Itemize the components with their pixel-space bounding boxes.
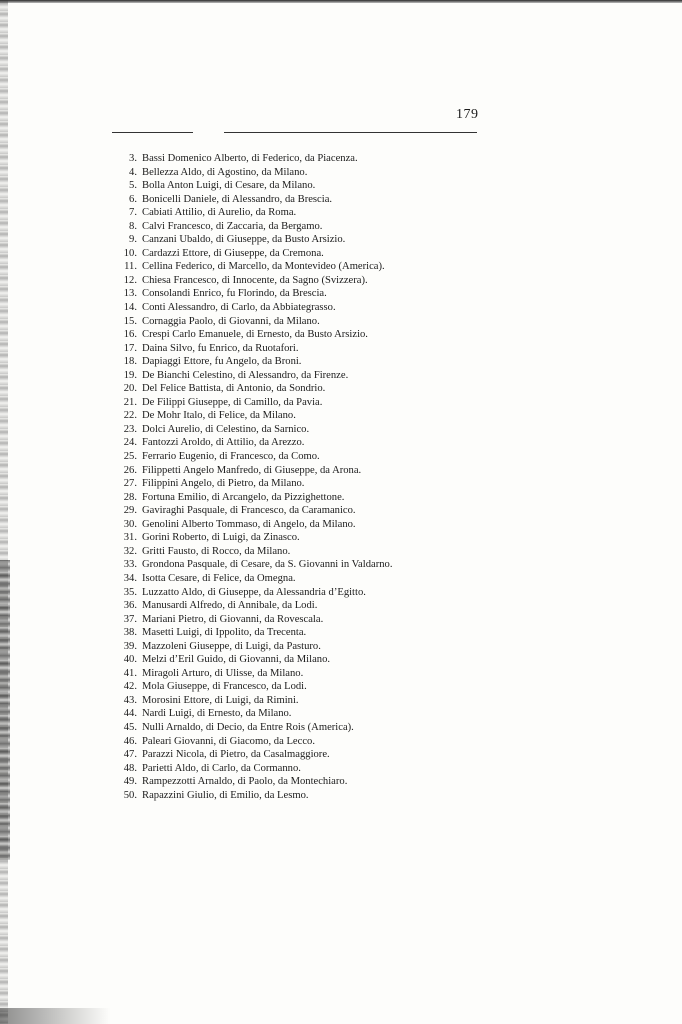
list-item — [112, 518, 472, 532]
list-item-text: Gaviraghi Pasquale, di Francesco, da Caramanico. — [142, 505, 356, 517]
list-item-text: Chiesa Francesco, di Innocente, da Sagno (Svizzera). — [142, 274, 368, 286]
list-item-number: 13. — [123, 288, 137, 300]
list-item-text: Mola Giuseppe, di Francesco, da Lodi. — [142, 681, 307, 693]
list-item — [112, 721, 472, 735]
list-item — [112, 775, 472, 789]
list-item-text: Nulli Arnaldo, di Decio, da Entre Rois (America). — [142, 721, 354, 733]
list-item-number: 24. — [123, 437, 137, 449]
list-item-number: 15. — [123, 315, 137, 327]
list-item-number: 25. — [123, 451, 137, 463]
list-item-number: 22. — [123, 410, 137, 422]
list-item-text: De Filippi Giuseppe, di Camillo, da Pavia. — [142, 396, 323, 408]
list-item-number: 48. — [123, 762, 137, 774]
list-item — [112, 260, 472, 274]
list-item-text: De Bianchi Celestino, di Alessandro, da Firenze. — [142, 369, 349, 381]
scan-top-edge — [0, 0, 682, 3]
list-item-number: 45. — [123, 721, 137, 733]
list-item — [112, 206, 472, 220]
list-item-number: 28. — [123, 491, 137, 503]
list-item — [112, 274, 472, 288]
list-item — [112, 667, 472, 681]
list-item-text: Crespi Carlo Emanuele, di Ernesto, da Busto Arsizio. — [142, 329, 368, 341]
list-item — [112, 328, 472, 342]
list-item-number: 12. — [123, 274, 137, 286]
list-item — [112, 409, 472, 423]
list-item — [112, 287, 472, 301]
list-item — [112, 315, 472, 329]
list-item — [112, 789, 472, 803]
list-item-number: 20. — [123, 383, 137, 395]
list-item-text: Cardazzi Ettore, di Giuseppe, da Cremona. — [142, 247, 324, 259]
list-item — [112, 436, 472, 450]
list-item — [112, 301, 472, 315]
list-item-text: Melzi d’Eril Guido, di Giovanni, da Milano. — [142, 654, 331, 666]
list-item-text: Parazzi Nicola, di Pietro, da Casalmaggiore. — [142, 749, 330, 761]
list-item-number: 7. — [129, 207, 137, 219]
list-item — [112, 626, 472, 640]
list-item — [112, 355, 472, 369]
list-item-text: Morosini Ettore, di Luigi, da Rimini. — [142, 694, 299, 706]
list-item-number: 49. — [123, 776, 137, 788]
list-item — [112, 179, 472, 193]
list-item-number: 40. — [123, 654, 137, 666]
list-item-text: Mazzoleni Giuseppe, di Luigi, da Pasturo. — [142, 640, 321, 652]
list-item-number: 16. — [123, 329, 137, 341]
list-item — [112, 762, 472, 776]
list-item — [112, 680, 472, 694]
list-item-number: 30. — [123, 518, 137, 530]
list-item-number: 9. — [129, 234, 137, 246]
list-item-number: 8. — [129, 220, 137, 232]
list-item-number: 39. — [123, 640, 137, 652]
list-item — [112, 342, 472, 356]
list-item-number: 29. — [123, 505, 137, 517]
list-item — [112, 572, 472, 586]
list-item-text: Isotta Cesare, di Felice, da Omegna. — [142, 572, 296, 584]
list-item — [112, 707, 472, 721]
list-item-text: Filippini Angelo, di Pietro, da Milano. — [142, 478, 305, 490]
list-item-number: 4. — [129, 166, 137, 178]
list-item-text: Grondona Pasquale, di Cesare, da S. Giovanni in Valdarno. — [142, 559, 393, 571]
list-item-text: De Mohr Italo, di Felice, da Milano. — [142, 410, 296, 422]
list-item — [112, 464, 472, 478]
scan-binding-edge — [0, 0, 8, 1024]
list-item-text: Paleari Giovanni, di Giacomo, da Lecco. — [142, 735, 315, 747]
list-item-number: 5. — [129, 180, 137, 192]
header-rule-left — [112, 132, 193, 133]
header-rule-right — [224, 132, 477, 133]
list-item-number: 26. — [123, 464, 137, 476]
list-item-number: 44. — [123, 708, 137, 720]
list-item-number: 33. — [123, 559, 137, 571]
list-item — [112, 653, 472, 667]
list-item-text: Parietti Aldo, di Carlo, da Cormanno. — [142, 762, 301, 774]
list-item — [112, 193, 472, 207]
list-item-text: Luzzatto Aldo, di Giuseppe, da Alessandria d’Egitto. — [142, 586, 366, 598]
list-item-text: Conti Alessandro, di Carlo, da Abbiategrasso. — [142, 302, 336, 314]
list-item — [112, 220, 472, 234]
list-item-number: 14. — [123, 302, 137, 314]
list-item-text: Filippetti Angelo Manfredo, di Giuseppe, da Arona. — [142, 464, 362, 476]
list-item — [112, 735, 472, 749]
list-item-text: Bolla Anton Luigi, di Cesare, da Milano. — [142, 180, 316, 192]
list-item-number: 11. — [124, 261, 137, 273]
list-item-text: Dolci Aurelio, di Celestino, da Sarnico. — [142, 423, 310, 435]
list-item-number: 50. — [123, 789, 137, 801]
list-item-number: 34. — [123, 572, 137, 584]
list-item — [112, 382, 472, 396]
list-item-number: 46. — [123, 735, 137, 747]
list-item — [112, 599, 472, 613]
list-item-text: Gorini Roberto, di Luigi, da Zinasco. — [142, 532, 300, 544]
list-item-text: Ferrario Eugenio, di Francesco, da Como. — [142, 451, 320, 463]
list-item-text: Bassi Domenico Alberto, di Federico, da Piacenza. — [142, 153, 358, 164]
scan-corner-shadow — [0, 1008, 110, 1024]
list-item-text: Bellezza Aldo, di Agostino, da Milano. — [142, 166, 308, 178]
list-item-number: 38. — [123, 627, 137, 639]
list-item — [112, 233, 472, 247]
list-item — [112, 369, 472, 383]
list-item — [112, 531, 472, 545]
list-item-text: Masetti Luigi, di Ippolito, da Trecenta. — [142, 627, 307, 639]
list-item — [112, 558, 472, 572]
list-item-text: Canzani Ubaldo, di Giuseppe, da Busto Arsizio. — [142, 234, 346, 246]
list-item-text: Dapiaggi Ettore, fu Angelo, da Broni. — [142, 356, 302, 368]
list-item-text: Genolini Alberto Tommaso, di Angelo, da Milano. — [142, 518, 356, 530]
name-list — [112, 152, 472, 802]
list-item — [112, 152, 472, 166]
list-item — [112, 504, 472, 518]
list-item-text: Daina Silvo, fu Enrico, da Ruotafori. — [142, 342, 299, 354]
list-item — [112, 613, 472, 627]
list-item-number: 21. — [123, 396, 137, 408]
list-item — [112, 477, 472, 491]
list-item-text: Miragoli Arturo, di Ulisse, da Milano. — [142, 667, 304, 679]
page-number: 179 — [456, 107, 479, 122]
list-item-number: 19. — [123, 369, 137, 381]
list-item-number: 47. — [123, 749, 137, 761]
list-item-text: Manusardi Alfredo, di Annibale, da Lodi. — [142, 600, 318, 612]
list-item-number: 31. — [123, 532, 137, 544]
list-item-number: 27. — [123, 478, 137, 490]
list-item-text: Gritti Fausto, di Rocco, da Milano. — [142, 545, 291, 557]
scan-binding-shadow — [0, 560, 10, 860]
list-item-text: Rampezzotti Arnaldo, di Paolo, da Montechiaro. — [142, 776, 348, 788]
list-item-number: 41. — [123, 667, 137, 679]
list-item-number: 10. — [123, 247, 137, 259]
list-item-number: 32. — [123, 545, 137, 557]
list-item-number: 17. — [123, 342, 137, 354]
list-item-text: Bonicelli Daniele, di Alessandro, da Brescia. — [142, 193, 333, 205]
list-item-number: 43. — [123, 694, 137, 706]
list-item — [112, 166, 472, 180]
list-item-number: 6. — [129, 193, 137, 205]
list-item-text: Calvi Francesco, di Zaccaria, da Bergamo. — [142, 220, 323, 232]
list-item-text: Cornaggia Paolo, di Giovanni, da Milano. — [142, 315, 320, 327]
list-item-number: 36. — [123, 600, 137, 612]
list-item-text: Rapazzini Giulio, di Emilio, da Lesmo. — [142, 789, 309, 801]
list-item-number: 37. — [123, 613, 137, 625]
list-item — [112, 423, 472, 437]
list-item-number: 3. — [129, 153, 137, 164]
list-item-text: Consolandi Enrico, fu Florindo, da Brescia. — [142, 288, 327, 300]
list-item-number: 18. — [123, 356, 137, 368]
list-item-number: 23. — [123, 423, 137, 435]
list-item — [112, 491, 472, 505]
list-item-text: Cabiati Attilio, di Aurelio, da Roma. — [142, 207, 297, 219]
list-item — [112, 396, 472, 410]
list-item — [112, 586, 472, 600]
list-item-text: Mariani Pietro, di Giovanni, da Rovescala. — [142, 613, 324, 625]
list-item — [112, 748, 472, 762]
list-item-number: 35. — [123, 586, 137, 598]
list-item — [112, 545, 472, 559]
list-item-text: Nardi Luigi, di Ernesto, da Milano. — [142, 708, 292, 720]
list-item-number: 42. — [123, 681, 137, 693]
list-item-text: Fantozzi Aroldo, di Attilio, da Arezzo. — [142, 437, 305, 449]
list-item-text: Fortuna Emilio, di Arcangelo, da Pizzighettone. — [142, 491, 345, 503]
list-item — [112, 247, 472, 261]
list-item-text: Cellina Federico, di Marcello, da Montevideo (America). — [142, 261, 385, 273]
list-item — [112, 450, 472, 464]
list-item — [112, 640, 472, 654]
list-item-text: Del Felice Battista, di Antonio, da Sondrio. — [142, 383, 326, 395]
list-item — [112, 694, 472, 708]
